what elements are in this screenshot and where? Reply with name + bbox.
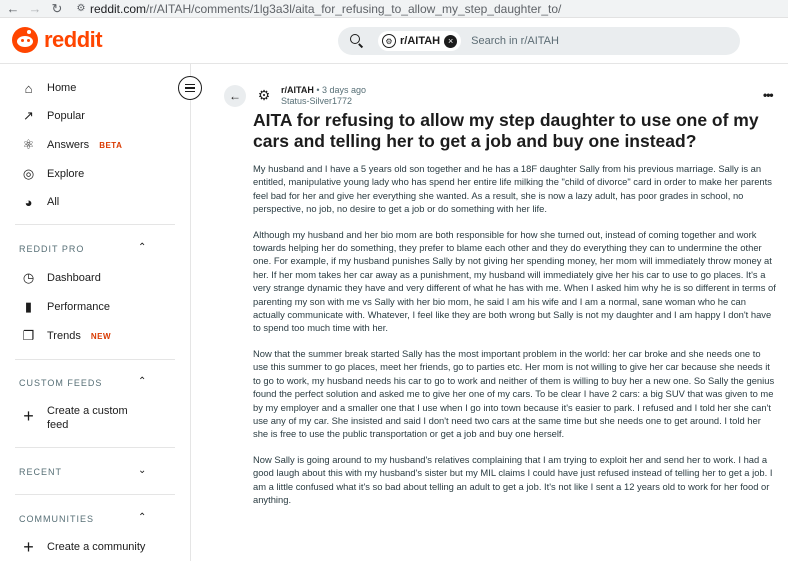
subreddit-link[interactable]: r/AITAH [281,85,314,95]
post-paragraph: Now Sally is going around to my husband's relatives complaining that I am trying to exploit her and send her to work. I had a good laugh about this with my husband's sister but my MIL claims I could have just refused instead of telling her to get a job. I am a little confused what it's so bad about telling an adult to get a job. It's not like I sent a 12 years old to work for her food or anything. [253,453,773,505]
sidebar-divider [15,359,175,360]
chevron-down-icon[interactable]: ⌄ [138,465,147,476]
search-bar[interactable] [338,27,740,55]
chevron-up-icon[interactable]: ⌃ [138,242,147,253]
sidebar-item-label: Answers [47,139,90,151]
url-host: reddit.com [90,1,147,16]
post-paragraph: Although my husband and her bio mom are both responsible for how she turned out, instead of coming together and work towards helping her do something, they prefer to blame each other and they do everything they can to undermine the other one. For example, if my husband punishes Sally by not giving her spending money, her mom will immediately throw money at her. If her mom takes her car away as a punishment, my husband will immediately give her his car to use to go places. It's a very strange dynamic they have and very different of what he has with me. When I asked him why he is so different in terms of parenting my son with me vs Sally with her bio mom, he said I am his wife and I am a normal, sane woman who he can actually communicate with. Whatever, I feel like they are both wrong but Sally is not my daughter and I am happy I don't have to spend too much time with her. [253,228,776,334]
beta-badge: BETA [99,140,123,150]
back-arrow-icon[interactable]: ← [6,1,20,16]
dashboard-icon: ◷ [22,270,35,285]
search-scope-label: r/AITAH [400,35,441,47]
sidebar-item-label: Trends [47,330,81,342]
section-title-custom-feeds: CUSTOM FEEDS [19,378,103,388]
more-options-icon[interactable]: ••• [763,88,773,102]
answers-icon: ⚛ [22,137,35,152]
collapse-sidebar-button[interactable] [178,76,202,100]
sidebar-item-performance[interactable] [20,295,110,319]
sidebar-item-label: Home [47,82,77,94]
post-meta: r/AITAH • 3 days ago Status-Silver1772 [281,85,367,106]
create-community-button[interactable] [20,535,145,559]
chevron-up-icon[interactable]: ⌃ [138,376,147,387]
back-button[interactable]: ← [224,85,246,107]
post-paragraph: Now that the summer break started Sally has the most important problem in the world: her car broke and she needs one to use this summer to go places, meet her friends, go to parties etc. Her mom is not willing to give her car because she needs it to go to work, my husband needs his car to go to work and neither of them is willing to buy her a new one. So Sally the genius found the perfect solution and asked me to give her one of my cars. To be clear I have 2 cars: a big SUV that was given to me by my employer and a smaller one that I use when I go into town because it's easier to park. I refused and I told her she can't use any of my car. She insisted and said I don't need two cars at the same time but she needs one to get around. I told her she is free to use the public transportation or get a job and buy one herself. [253,347,775,440]
popular-icon: ↗ [23,108,34,123]
left-sidebar [0,64,191,561]
clear-scope-icon[interactable]: × [444,35,457,48]
section-title-recent: RECENT [19,467,63,477]
post-author[interactable]: Status-Silver1772 [281,96,353,106]
section-title-communities: COMMUNITIES [19,514,94,524]
sidebar-item-label: Dashboard [47,272,101,284]
sidebar-item-label: Explore [47,168,85,180]
section-title-reddit-pro: REDDIT PRO [19,244,85,254]
create-custom-feed-button[interactable] [20,404,128,434]
browser-toolbar [0,0,788,18]
address-bar[interactable] [72,0,561,18]
plus-icon: + [23,536,34,557]
create-feed-label-line2: feed [47,419,69,431]
site-info-icon[interactable]: ⚙ [76,3,86,14]
sidebar-divider [15,447,175,448]
post-body [253,162,778,518]
sidebar-item-label: Performance [47,301,110,313]
url-path: /r/AITAH/comments/1lg3a3l/aita_for_refusing_to_allow_my_step_daughter_to/ [146,1,562,16]
create-feed-label-line1: Create a custom [47,405,128,417]
explore-icon: ◎ [22,166,35,181]
post-title: AITA for refusing to allow my step daughter to use one of my cars and telling her to get a job and buy one instead? [253,110,759,151]
home-icon: ⌂ [24,80,33,96]
sidebar-item-explore[interactable] [20,162,84,186]
search-icon [350,34,364,48]
sidebar-divider [15,224,175,225]
site-header [0,18,788,64]
chevron-up-icon[interactable]: ⌃ [138,512,147,523]
sidebar-item-all[interactable] [20,190,59,214]
sidebar-item-trends[interactable] [20,324,111,348]
logo-text: reddit [44,27,103,52]
sidebar-divider [15,494,175,495]
sidebar-item-home[interactable] [20,76,76,100]
forward-arrow-icon[interactable]: → [28,1,42,16]
plus-icon: + [23,406,34,426]
search-scope-chip[interactable] [378,31,461,51]
all-icon: ◕ [24,194,33,210]
sidebar-item-answers[interactable] [20,133,122,157]
post-paragraph: My husband and I have a 5 years old son together and he has a 18F daughter Sally from his previous marriage. Sally is an entitled, manipulative young lady who has spend her entire life milking the "child of divorce" card in order to make her parents feel bad for her and give her everything she wanted. As a result, she is now a lazy adult, has poor grades in school, no perspective, no job, no desire to get a job or do something with her life. [253,163,772,215]
reload-icon[interactable]: ↻ [51,0,63,16]
reddit-snoo-icon [12,27,38,53]
create-community-label: Create a community [47,541,146,553]
subreddit-icon[interactable]: ⚙ [257,86,271,103]
performance-icon: ▮ [24,299,33,314]
sidebar-item-dashboard[interactable] [20,266,101,290]
sidebar-item-label: Popular [47,110,85,122]
reddit-logo[interactable] [12,27,102,53]
post-time: 3 days ago [322,85,367,95]
trends-icon: ❐ [22,328,35,343]
new-badge: NEW [90,331,111,341]
sidebar-item-popular[interactable] [20,104,85,128]
subreddit-icon: ⚙ [382,34,396,48]
sidebar-item-label: All [47,196,60,208]
search-input[interactable] [471,35,731,47]
